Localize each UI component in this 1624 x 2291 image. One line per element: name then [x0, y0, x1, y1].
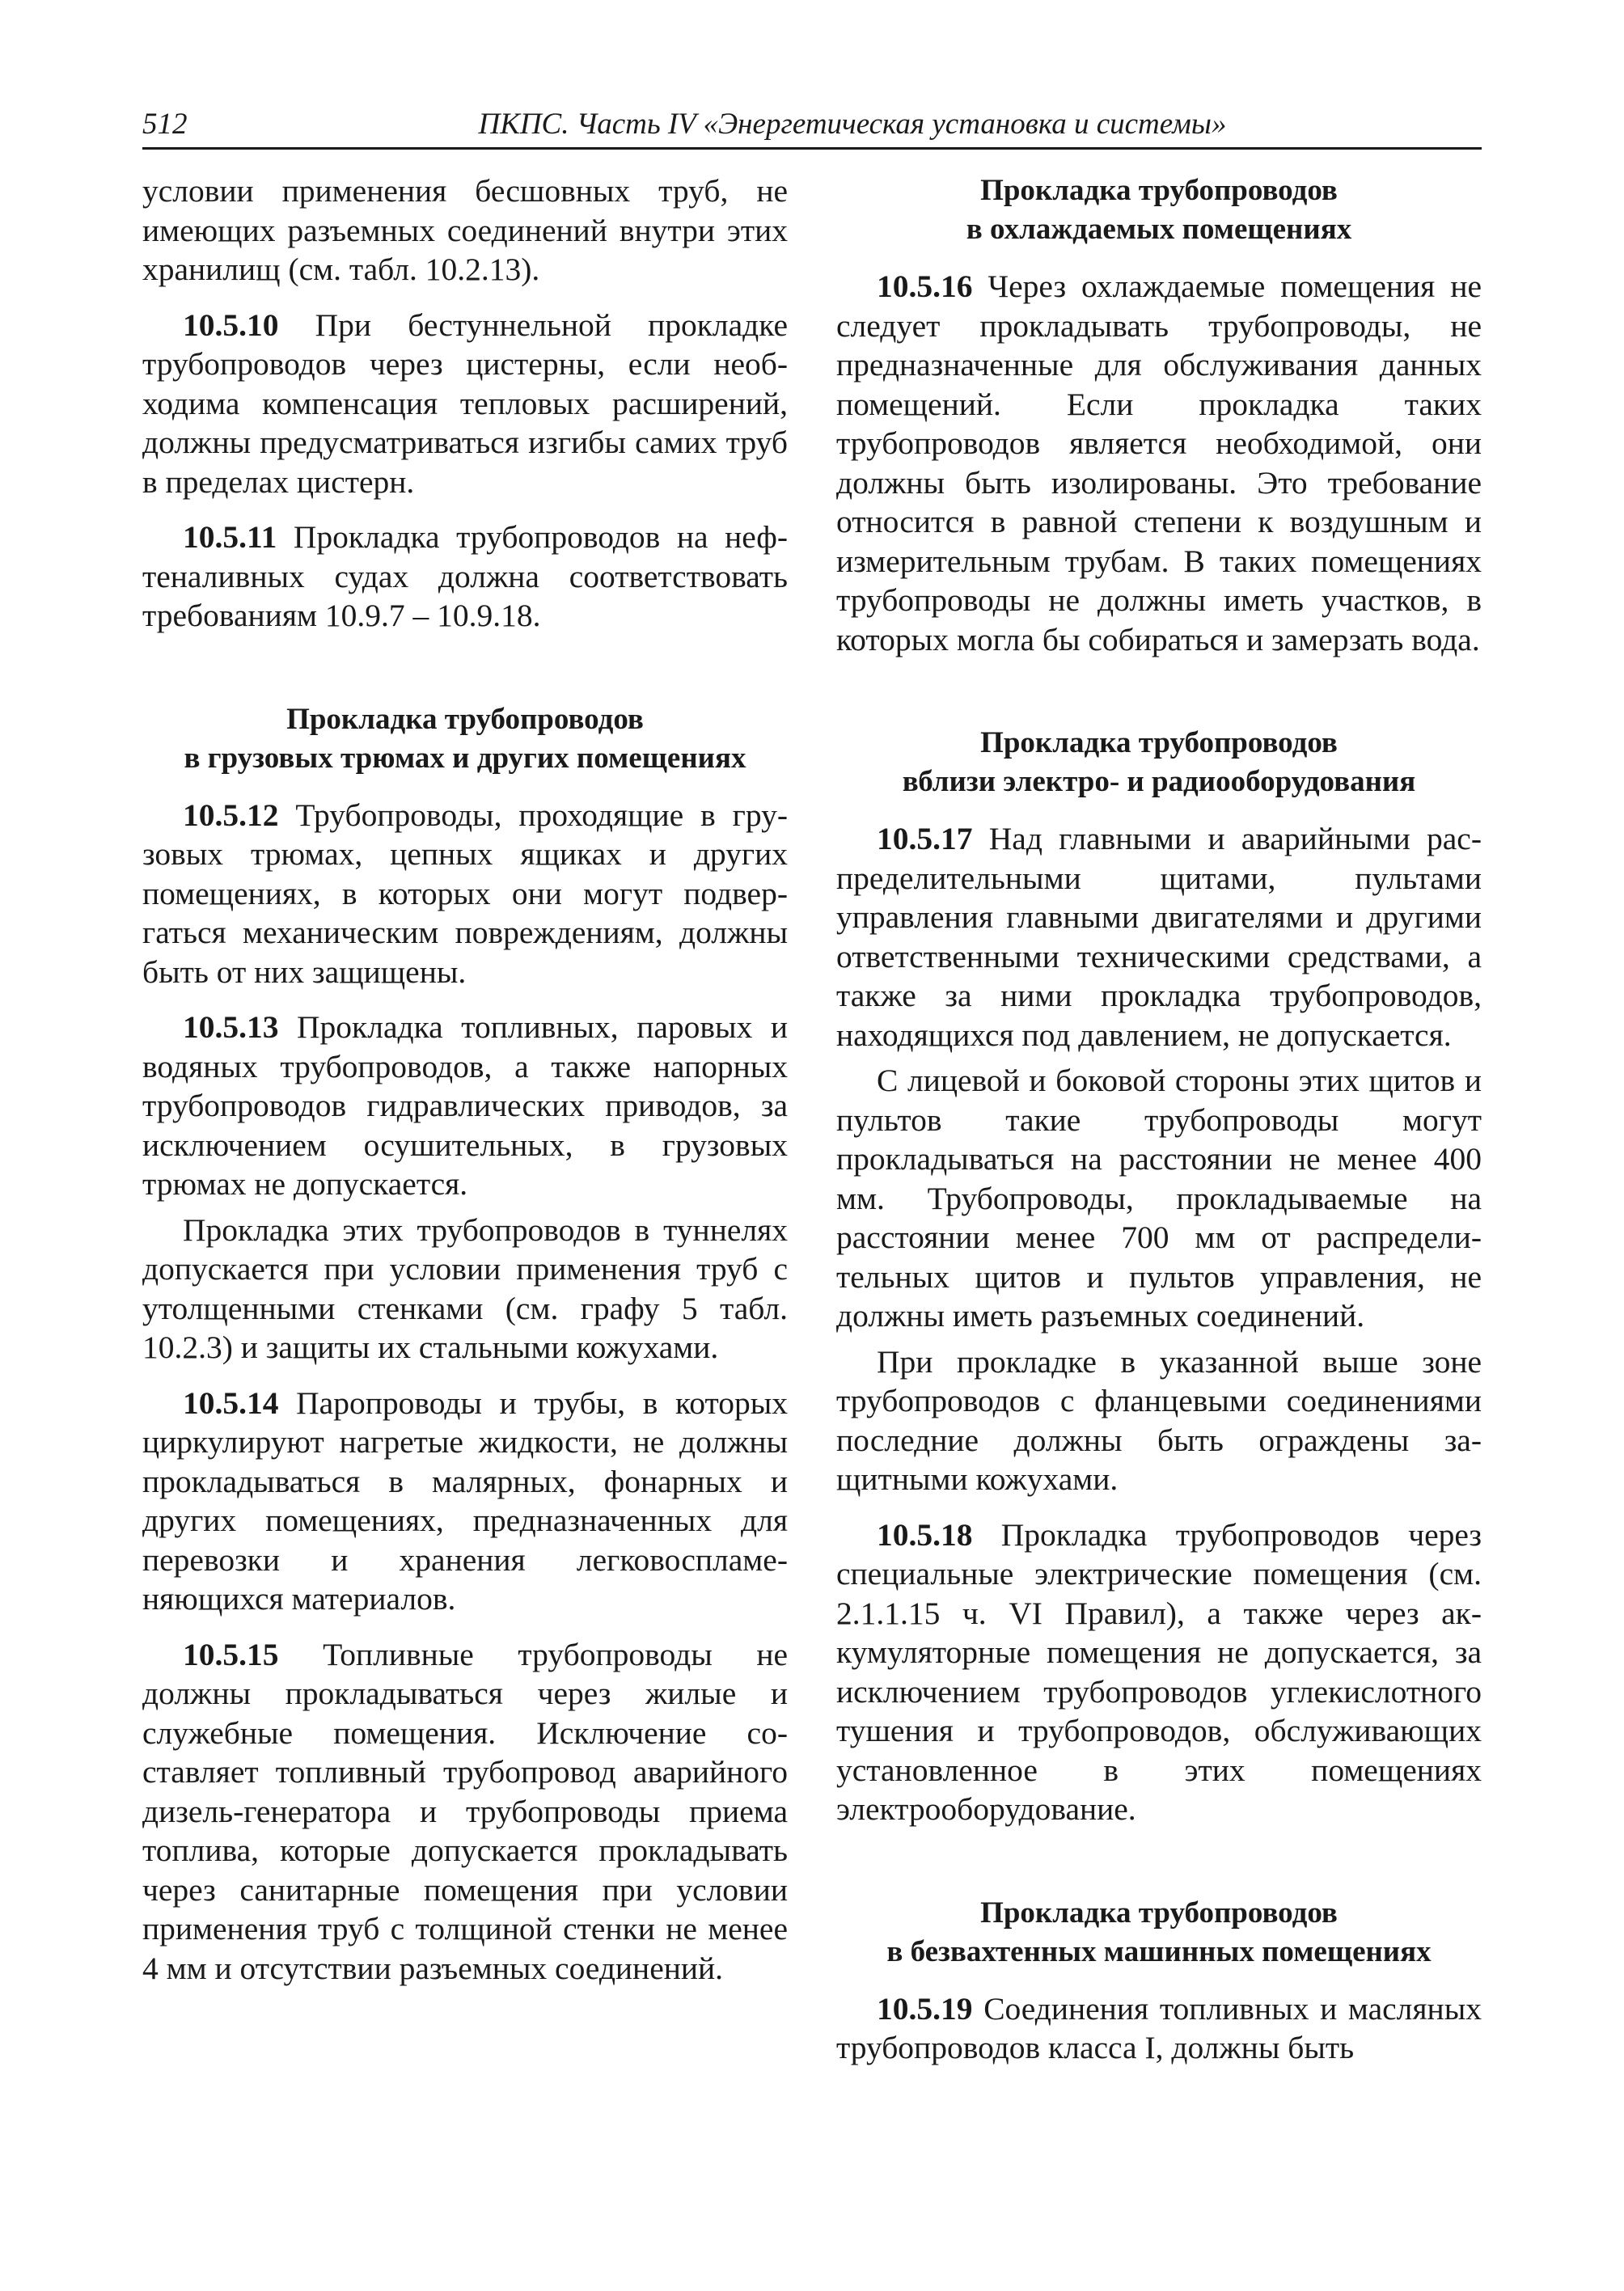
- heading-line: в охлаждаемых помещениях: [966, 213, 1352, 246]
- paragraph-10-5-12: [142, 796, 788, 992]
- paragraph-10-5-17: [836, 819, 1482, 1055]
- paragraph-text-block: С лицевой и боковой стороны этих щитов и пультов такие трубопроводы могут прокладываться на расстоянии не менее 400 мм. Трубопроводы, прокладываемые на расстоянии менее 700 мм от распределительных щитов и пультов управления, не должны иметь разъемных соединений.: [836, 1063, 1482, 1334]
- running-header: [142, 102, 1482, 150]
- paragraph-text: Топливные трубопроводы не должны прокладываться через жилые и служебные помещения. Исключение составляет топливный трубопровод аварийного дизель-генератора и трубопроводы приема топлива, которые допускается прокладывать через санитарные помещения при условии применения труб с толщиной стенки не менее 4 мм и отсутствии разъемных соединений.: [142, 1636, 788, 1986]
- paragraph-10-5-16: [836, 267, 1482, 659]
- section-heading: [836, 724, 1482, 801]
- clause-number: 10.5.19: [877, 1990, 973, 2027]
- paragraph-text: Трубопроводы, проходящие в грузовых трюмах, цепных ящиках и других помещениях, в которых они могут подвергаться механическим повреждениям, должны быть от них защищены.: [142, 797, 788, 990]
- paragraph-continuation: условии применения бесшовных труб, не имеющих разъемных соединений внутри этих хранилищ (см. табл. 10.2.13).: [142, 173, 788, 287]
- clause-number: 10.5.15: [183, 1636, 279, 1672]
- clause-number: 10.5.17: [877, 821, 973, 856]
- clause-number: 10.5.11: [183, 519, 277, 555]
- paragraph-10-5-11: [142, 518, 788, 636]
- paragraph-text: Прокладка трубопроводов на нефтеналивных судах должна соответствовать требованиям 10.9.7 – 10.9.18.: [142, 519, 788, 633]
- paragraph-10-5-14: [142, 1384, 788, 1619]
- clause-number: 10.5.12: [183, 797, 279, 833]
- paragraph-text-block: Прокладка этих трубопроводов в туннелях допускается при условии применения труб с утолщенными стенками (см. графу 5 табл. 10.2.3) и защиты их стальными кожухами.: [142, 1211, 788, 1365]
- section-heading: [142, 700, 788, 778]
- paragraph-10-5-15: [142, 1635, 788, 1989]
- paragraph-10-5-18: [836, 1515, 1482, 1829]
- paragraph-text: Прокладка топливных, паровых и водяных трубопроводов, а также напорных трубопроводов гидравлических приводов, за исключением осушительных, в грузовых трюмах не допускается.: [142, 1009, 788, 1202]
- paragraph-10-5-13: [142, 1008, 788, 1204]
- heading-line: вблизи электро- и радиооборудования: [902, 765, 1416, 798]
- section-heading: [836, 1894, 1482, 1972]
- left-column: [142, 171, 788, 1988]
- clause-number: 10.5.16: [877, 268, 973, 304]
- section-heading: [836, 171, 1482, 249]
- clause-number: 10.5.13: [183, 1009, 279, 1045]
- clause-number: 10.5.14: [183, 1384, 279, 1421]
- paragraph-text: Прокладка трубопроводов через специальные электрические помещения (см. 2.1.1.15 ч. VI Правил), а также через аккумуляторные помещения не допускается, за исключением трубопроводов углекислотного тушения и трубопроводов, обслуживающих установленное в этих помещениях электрооборудование.: [836, 1516, 1482, 1827]
- paragraph-text: Соединения топливных и масляных трубопроводов класса I, должны быть: [836, 1990, 1482, 2065]
- paragraph-text: Через охлаждаемые помещения не следует прокладывать трубопроводы, не предназначенные для обслуживания данных помещений. Если прокладка таких трубопроводов является необходимой, они должны быть изолированы. Это требование относится в равной степени к воздушным и измерительным трубам. В таких помещениях трубопроводы не должны иметь участков, в которых могла бы собираться и замерзать вода.: [836, 268, 1482, 657]
- heading-line: Прокладка трубопроводов: [980, 1896, 1338, 1930]
- heading-line: Прокладка трубопроводов: [286, 702, 644, 736]
- heading-line: в безвахтенных машинных помещениях: [886, 1934, 1432, 1968]
- paragraph-10-5-10: [142, 306, 788, 502]
- paragraph-text: Над главными и аварийными распределительными щитами, пультами управления главными двигателями и другими ответственными техническими средствами, а также за ними прокладка трубопроводов, находящихся под давлением, не допускается.: [836, 821, 1482, 1053]
- clause-number: 10.5.10: [183, 306, 279, 343]
- heading-line: в грузовых трюмах и других помещениях: [184, 741, 746, 775]
- paragraph-text-block: При прокладке в указанной выше зоне трубопроводов с фланцевыми соединениями последние должны быть ограждены защитными кожухами.: [836, 1343, 1482, 1497]
- clause-number: 10.5.18: [877, 1516, 973, 1553]
- right-column: [836, 171, 1482, 2068]
- heading-line: Прокладка трубопроводов: [980, 174, 1338, 207]
- paragraph-text: Паропроводы и трубы, в которых циркулируют нагретые жидкости, не должны прокладываться в малярных, фонарных и других помещениях, предназначенных для перевозки и хранения легковоспламеняющихся материалов.: [142, 1384, 788, 1617]
- paragraph-10-5-19: [836, 1989, 1482, 2068]
- page-number: 512: [142, 108, 188, 141]
- heading-line: Прокладка трубопроводов: [980, 726, 1338, 759]
- paragraph-text: При бестуннельной прокладке трубопроводов через цистерны, если необходима компенсация тепловых расширений, должны предусматриваться изгибы самих труб в пределах цистерн.: [142, 306, 788, 500]
- running-title: ПКПС. Часть IV «Энергетическая установка и системы»: [478, 108, 1227, 141]
